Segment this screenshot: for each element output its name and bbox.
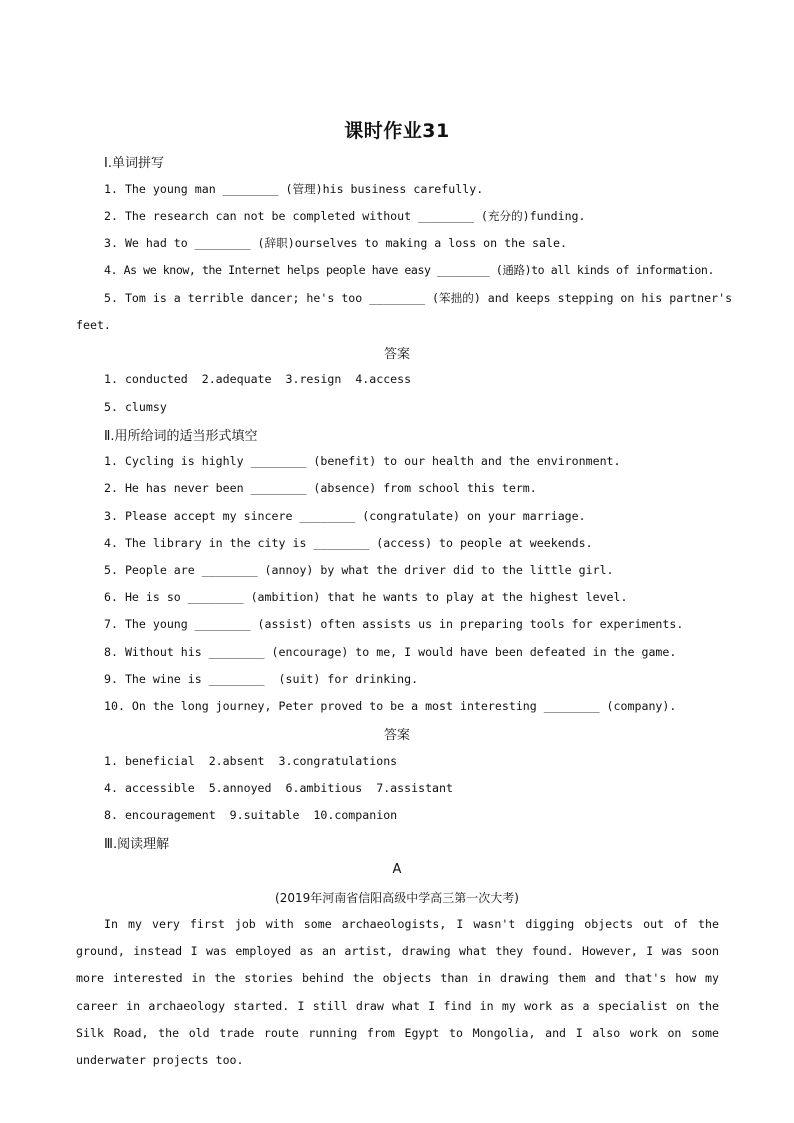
question-line: 5. Tom is a terrible dancer; he's too ________ (笨拙的) and keeps stepping on his partner's [104, 291, 733, 305]
question-line: 9. The wine is ________ (suit) for drinking. [104, 672, 419, 686]
answer-label: 答案 [383, 347, 410, 362]
passage-label: A [392, 862, 402, 877]
passage-paragraph: In my very first job with some archaeologists, I wasn't digging objects out of the ground, instead I was employed as an artist, drawing what they found. However, I was soon more interested in the stories behind the objects than in drawing them and that's how my career in archaeology started. I still draw what I find in my work as a specialist on the Silk Road, the old trade route running from Egypt to Mongolia, and I also work on some underwater projects too. [76, 917, 719, 1068]
question-line: 10. On the long journey, Peter proved to be a most interesting ________ (company). [104, 699, 677, 713]
question-line: feet. [76, 318, 111, 332]
question-line: 4. The library in the city is ________ (access) to people at weekends. [104, 536, 593, 550]
question-line: 7. The young ________ (assist) often assists us in preparing tools for experiments. [104, 617, 684, 631]
section-heading-reading: Ⅲ.阅读理解 [104, 837, 170, 852]
question-line: 4. As we know, the Internet helps people have easy ________ (通路)to all kinds of information. [104, 263, 714, 277]
question-line: 5. People are ________ (annoy) by what the driver did to the little girl. [104, 563, 614, 577]
answer-line: 8. encouragement 9.suitable 10.companion [104, 808, 398, 822]
question-line: 2. The research can not be completed without ________ (充分的)funding. [104, 209, 586, 223]
answer-line: 4. accessible 5.annoyed 6.ambitious 7.assistant [104, 781, 454, 795]
answer-label: 答案 [383, 728, 410, 743]
answer-line: 1. conducted 2.adequate 3.resign 4.access [104, 372, 412, 386]
question-line: 3. Please accept my sincere ________ (congratulate) on your marriage. [104, 509, 586, 523]
section-heading-word-forms: Ⅱ.用所给词的适当形式填空 [104, 429, 258, 444]
question-line: 1. Cycling is highly ________ (benefit) to our health and the environment. [104, 454, 621, 468]
answer-line: 5. clumsy [104, 400, 167, 414]
answer-line: 1. beneficial 2.absent 3.congratulations [104, 754, 398, 768]
section-heading-spelling: Ⅰ.单词拼写 [104, 156, 164, 171]
question-line: 3. We had to ________ (辞职)ourselves to making a loss on the sale. [104, 236, 567, 250]
question-line: 8. Without his ________ (encourage) to me, I would have been defeated in the game. [104, 645, 677, 659]
page-title: 课时作业31 [344, 120, 450, 142]
question-line: 6. He is so ________ (ambition) that he wants to play at the highest level. [104, 590, 628, 604]
question-line: 1. The young man ________ (管理)his business carefully. [104, 182, 484, 196]
question-line: 2. He has never been ________ (absence) from school this term. [104, 481, 537, 495]
passage-source: (2019年河南省信阳高级中学高三第一次大考) [275, 891, 519, 905]
